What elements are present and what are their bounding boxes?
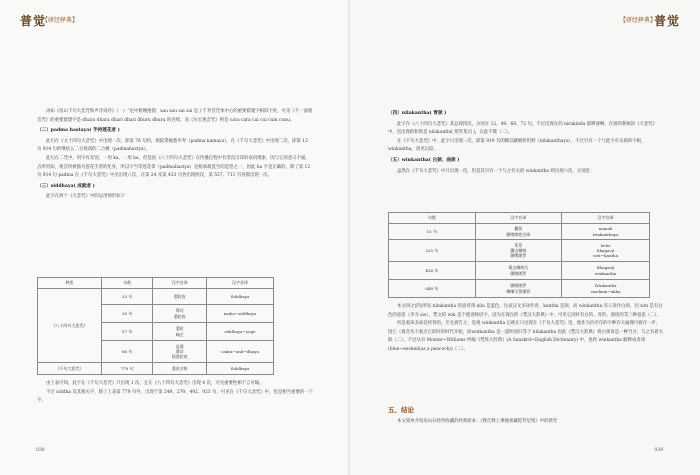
section-heading: （五）winkantha( 白颈、曲颈 ) xyxy=(388,157,460,163)
sanskrit-transliteration: Bhagavji winkantha xyxy=(562,262,650,280)
winkantha-table xyxy=(388,212,650,298)
group-label: 《八十四句大悲咒》 xyxy=(38,289,102,363)
right-body-bottom xyxy=(388,418,663,427)
brand-tag: 【研经释典】 xyxy=(42,17,79,24)
right-page xyxy=(350,0,700,475)
column-header: 句数 xyxy=(101,278,153,289)
section-title: 五、结论 xyxy=(388,406,414,414)
sanskrit-transliteration: namah winkanthaya xyxy=(562,224,650,240)
sanskrit-transliteration: cakra~and~dhaya xyxy=(206,341,273,363)
column-header: 句数 xyxy=(389,213,476,224)
paragraph: 此字在两个《大悲咒》中的运用情形如下： xyxy=(46,194,130,200)
han-transliteration: 悉驮夕野 xyxy=(153,363,207,375)
sentence-number: 779 句 xyxy=(101,363,153,375)
han-transliteration: 婆去嘱唤巧 聊嘿朗罗 xyxy=(475,262,561,280)
paragraph: 不过 siddha 及其相关字，除了上表第 779 句外，出现于第 249、279、492、923 句，可见在《千句大悲咒》中，也是相当重要的一个字。 xyxy=(37,389,313,404)
siddhaya-table xyxy=(37,277,274,375)
han-transliteration: 悉陀 喻艺 xyxy=(153,323,207,341)
han-transliteration: 聊嘿朗罗 嗶嗶引誓哪罚 xyxy=(475,280,561,298)
paragraph: 由上表可知，此字在《千句大悲咒》只出现 1 次，且在《八十四句大悲咒》出现 4 次，可见重要性相不言可喻。 xyxy=(46,381,264,386)
sanskrit-transliteration: Siddhaya xyxy=(206,289,273,305)
table-row xyxy=(389,262,650,280)
sentence-number: 648 句 xyxy=(389,280,476,298)
table-header-row xyxy=(389,213,650,224)
sanskrit-transliteration: Siddhaya xyxy=(206,363,273,375)
left-body-top xyxy=(37,108,313,202)
column-header: 汉字音译 xyxy=(562,213,650,224)
han-transliteration: 娑婆 摩诃 阿悉陀夜 xyxy=(153,341,207,363)
paragraph: 本文简单介绍房山石经所收藏的经典原本：《释氏释上乘秘密藏陀罗尼集》中的新咒 xyxy=(397,419,558,424)
paragraph: 再如《房山千句大悲咒和声诗词序》（一）“尼中紫煙捲拙：sau sau sai sai 是子千寿菩咒体中心的重要窟建字相似字处，可见《千一面观音咒》的重要窟建字是 dhara dhara dhari dhari dhuru dhuru 的连续，而《尔宝观音咒》则是 cara cara cai cui cum cunu。 xyxy=(37,109,313,123)
table-header-row xyxy=(38,278,274,289)
paragraph: 此句在《文十四句大悲咒》中出现一次，即第 76 句约，源院掌握悉申寿（padma kamaya），在《千句大悲咒》中出现二次，即第 12 句 914 句的继结么二分观谱的二合裤（padmahastya）。 xyxy=(37,138,308,153)
sentence-number: 225 句 xyxy=(389,240,476,262)
paragraph: 本文四之(四)所说 nilakantha 的意青颈 nila 是蓝色，这表汉文多译作青，kantha 是颈，而 winkantha 有人译作白颈，因 win 是有白色的意思（李寺 sio），梵文的 win 是个使语映语字，因为在现在的《梵汉大辞典》中，可见它同时有白的、青的、深度的等三种意思（二）。 xyxy=(388,304,663,318)
han-transliteration: 囊莫 聊嘿朗剋巧咪 xyxy=(475,224,561,240)
column-header: 汉字音译 xyxy=(206,278,273,289)
right-body-middle xyxy=(388,303,663,355)
sentence-number: 436 句 xyxy=(389,262,476,280)
sentence-number: 66 句 xyxy=(101,341,153,363)
group-label: 《千句大悲咒》 xyxy=(38,363,102,375)
sentence-number: 15 句 xyxy=(389,224,476,240)
left-body-bottom xyxy=(37,380,313,406)
brand-logo: 普觉 xyxy=(20,14,47,28)
han-transliteration: 摩诃 悉陀夜 xyxy=(153,305,207,323)
table-row xyxy=(389,280,650,298)
table-row xyxy=(38,289,274,305)
paragraph: 虽然在《千句大悲咒》中只出现一次，但是其另有一个与之有关的 winkantha 则出现六次，分别是： xyxy=(397,168,595,174)
right-body-top xyxy=(388,108,663,176)
sentence-number: 35 句 xyxy=(101,305,153,323)
column-header: 汉字音译 xyxy=(475,213,561,224)
paragraph: 此字在《八十四句大悲咒》其总现四次，分别在 12、49、66、72 句，不过出现在的 nirakinda 那咿谜啊，在别的系统的《大悲咒》中，也出现的和察是 nilakanthi( 照罗莫司 )，在此不赘（二）。 xyxy=(388,121,657,136)
paragraph: 在《千句大悲咒》中，此字只出现一次，即第 919 句的糯以躍姻折织野（nilakanthaya），不过另有一个与此字有关联的字根，winkantha，请见后段。 xyxy=(388,138,646,153)
sanskrit-transliteration: hehe bhagavji wnt~kantha xyxy=(562,240,650,262)
column-header: 种类 xyxy=(38,278,102,289)
table-row xyxy=(389,240,650,262)
table-row xyxy=(389,224,650,240)
section-heading: （二）padma hastaya( 手持莲花者 ) xyxy=(37,128,120,134)
paragraph: 所是观该多面是经背的，至且被告之，觉观 winkantha 后被在只出现在《千句大悲咒》里，他作为价名年的字种有关属理可被存一步，因它（观音从不观点它的时的时代开始，而winkantha 是一道明而归等于 nilakantha 因此《梵汉大辞典》将白颈说是一种当分，与之有着关联（二），不过从有 Monier~Williams 所编《梵英大辞典》(A Sanskrit~English Dictionary) 中，也将 winkantha 解释成青颈 (blue~necked(as a peacock))（二）。 xyxy=(388,321,663,352)
brand-logo: 普觉 xyxy=(653,14,680,28)
sanskrit-transliteration: maha~siddhaya xyxy=(206,305,273,323)
column-header: 汉字音译 xyxy=(153,278,207,289)
brand-tag: 【研经释典】 xyxy=(619,17,656,24)
sanskrit-transliteration: Winkantha vasdiam~akha xyxy=(562,280,650,298)
han-transliteration: 系系 馨去嘱唤 聊嘿朗罗 xyxy=(475,240,561,262)
page-number: 038 xyxy=(36,448,45,453)
paragraph: 此句在二咒中，用字有差别，一用 ka，一用 ha，但是因《八十四句大悲咒》在传播过程中有变次汉译的误用现象，因与它的意义不通，点所用知，观音所被描为莲花手者的化身，所以字当等莲花掌（padmahastya）是相承载莫至的造型之一，因此 ha 字是正确的，除了第 12 句 914 句 padma 在《千句大悲咒》中出出现八次，在第 24 及第 433 句各出现两次，第 557、711 句各都出现一次。 xyxy=(37,155,311,179)
han-transliteration: 悉陀夜 xyxy=(153,289,207,305)
section-heading: （三）siddhaya( 成就者 ) xyxy=(37,183,95,189)
page-number: 039 xyxy=(654,448,663,453)
sentence-number: 33 句 xyxy=(101,289,153,305)
section-heading: （四）nilakantha( 青颈 ) xyxy=(388,111,447,116)
table-row xyxy=(38,363,274,375)
sentence-number: 57 句 xyxy=(101,323,153,341)
sanskrit-transliteration: siddhaya~yoge xyxy=(206,323,273,341)
